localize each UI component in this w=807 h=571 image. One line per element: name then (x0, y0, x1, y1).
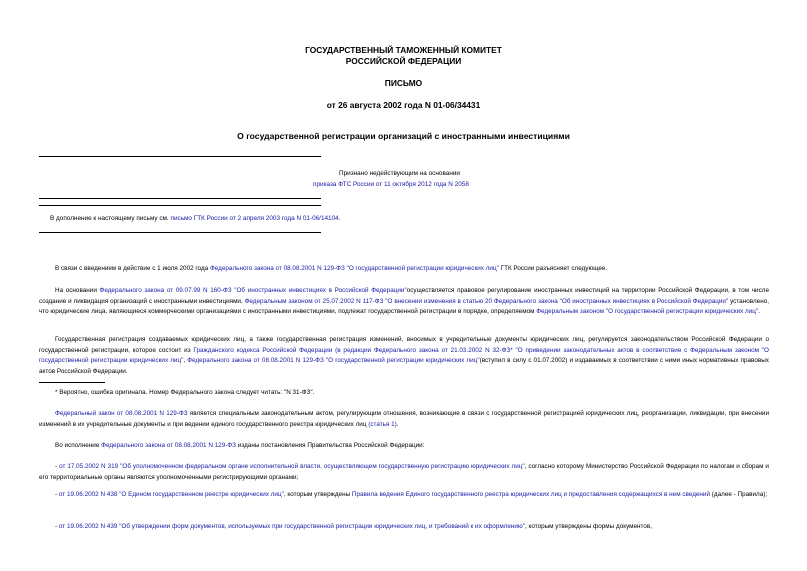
footnote: * Вероятно, ошибка оригинала. Номер Федерального закона следует читать: "N 31-ФЗ". (55, 389, 315, 396)
paragraph-registration-law: Государственная регистрация создаваемых юридических лиц, а также государственная регистрация изменений, вносимых в учредительные документы юридических лиц, регулируется законодательством Российской Федерации о государственной регистрации, которое состоит из Гражданского кодекса Российской Федерации (в редакции Федерального закона от 21.03.2002 N 32-ФЗ* "О приведении законодательных актов в соответствие с Федеральным законом "О государственной регистрации юридических лиц", Федерального закона от 08.08.2001 N 129-ФЗ "О государственной регистрации юридических лиц"(вступил в силу с 01.07.2002) и издаваемых в соответствии с ними иных нормативных правовых актов Российской Федерации. (39, 336, 769, 375)
list-item-decree-439: - от 19.06.2002 N 439 "Об утверждении форм документов, используемых при государственной регистрации юридических лиц, и требований к их оформлению", которым утверждены формы документов, (55, 523, 653, 530)
decree-439-link[interactable]: от 19.06.2002 N 439 "Об утверждении форм документов, используемых при государственной регистрации юридических лиц, и требований к их оформлению" (58, 523, 525, 530)
paragraph-special-law: Федеральный закон от 08.08.2001 N 129-ФЗ является специальным законодательным актом, регулирующим отношения, возникающие в связи с государственной регистрацией юридических лиц, реорганизации, ликвидации, при внесении изменений в их учредительные документы и при ведении единого государственного реестра юридических лиц (статья 1). (39, 410, 769, 428)
registry-rules-link[interactable]: Правила ведения Единого государственного реестра юридических лиц и предоставления содержащихся в нем сведений (351, 491, 711, 498)
divider-status-2 (39, 205, 321, 206)
law-129-link-4[interactable]: Федерального закона от 08.08.2001 N 129-ФЗ (101, 442, 237, 449)
addition-note: В дополнение к настоящему письму см. письмо ГТК России от 2 апреля 2003 года N 01-06/14104. (50, 215, 341, 222)
law-registration-link[interactable]: Федеральным законом "О государственной регистрации юридических лиц" (536, 308, 759, 316)
list-item-decree-319: - от 17.05.2002 N 319 "Об уполномоченном федеральном органе исполнительной власти, осуществляющем государственную регистрацию юридических лиц", согласно которому Министерство Российской Федерации по налогам и сборам и его территориальные органы являются уполномоченными регистрирующими органами; (39, 463, 769, 481)
status-note: Признано недействующим на основании (339, 170, 460, 177)
list-item-decree-438: - от 19.06.2002 N 438 "О Едином государственном реестре юридических лиц", которым утверждены Правила ведения Единого государственного реестра юридических лиц и предоставления содержащихся в нем сведений (далее - Правила); (55, 491, 768, 498)
law-160-link[interactable]: Федерального закона от 09.07.99 N 160-ФЗ "Об иностранных инвестициях в Российской Федерации" (99, 287, 407, 294)
law-129-link-2[interactable]: Федерального закона от 08.08.2001 N 129-ФЗ "О государственной регистрации юридических лиц" (187, 357, 480, 365)
law-129-link-3[interactable]: Федеральный закон от 08.08.2001 N 129-ФЗ (55, 410, 188, 417)
paragraph-government-decrees: Во исполнение Федерального закона от 08.08.2001 N 129-ФЗ изданы постановления Правительства Российской Федерации: (55, 442, 425, 449)
decree-319-link[interactable]: от 17.05.2002 N 319 "Об уполномоченном федеральном органе исполнительной власти, осуществляющем государственную регистрацию юридических лиц" (59, 463, 525, 470)
org-name-line2: РОССИЙСКОЙ ФЕДЕРАЦИИ (345, 56, 462, 66)
doc-date: от 26 августа 2002 года N 01-06/34431 (326, 100, 481, 110)
divider-top (39, 156, 321, 157)
footnote-divider (39, 382, 105, 383)
doc-type: ПИСЬМО (384, 78, 423, 88)
status-order-link[interactable]: приказа ФТС России от 11 октября 2012 года N 2058 (313, 181, 469, 188)
article-1-link[interactable]: (статья 1) (368, 420, 397, 428)
org-name-line1: ГОСУДАРСТВЕННЫЙ ТАМОЖЕННЫЙ КОМИТЕТ (305, 45, 502, 55)
paragraph-intro: В связи с введением в действие с 1 июля 2002 года Федерального закона от 08.08.2001 N 129-ФЗ "О государственной регистрации юридических лиц" ГТК России разъясняет следующее. (55, 265, 608, 272)
doc-title: О государственной регистрации организаций с иностранными инвестициями (237, 131, 570, 141)
law-129-link[interactable]: Федерального закона от 08.08.2001 N 129-ФЗ "О государственной регистрации юридических лиц" (209, 265, 499, 272)
addition-letter-link[interactable]: письмо ГТК России от 2 апреля 2003 года N 01-06/14104 (170, 215, 339, 222)
divider-addition (39, 232, 321, 233)
decree-438-link[interactable]: от 19.06.2002 N 438 "О Едином государственном реестре юридических лиц" (58, 491, 284, 498)
law-32-link[interactable]: (в редакции Федерального закона от 21.03.2002 N 32-ФЗ* "О приведении законодательных актов в соответствие с Федеральным законом "О государственной регистрации юридических лиц" (39, 346, 769, 365)
paragraph-foreign-investment: На основании Федерального закона от 09.07.99 N 160-ФЗ "Об иностранных инвестициях в Российской Федерации"осуществляется правовое регулирование иностранных инвестиций на территории Российской Федерации, в том числе создание и ликвидация организаций с иностранными инвестициями. Федеральным законом от 25.07.2002 N 117-ФЗ "О внесении изменения в статью 20 Федерального закона "Об иностранных инвестициях в Российской Федерации" установлено, что юридические лица, являющиеся коммерческими организациями с иностранными инвестициями, подлежат государственной регистрации в порядке, определяемом Федеральным законом "О государственной регистрации юридических лиц". (39, 287, 769, 316)
divider-status-1 (39, 198, 321, 199)
civil-code-link[interactable]: Гражданского кодекса Российской Федерации (193, 346, 333, 354)
law-117-link[interactable]: Федеральным законом от 25.07.2002 N 117-ФЗ "О внесении изменения в статью 20 Федерального закона "Об иностранных инвестициях в Российской Федерации" (244, 297, 729, 305)
